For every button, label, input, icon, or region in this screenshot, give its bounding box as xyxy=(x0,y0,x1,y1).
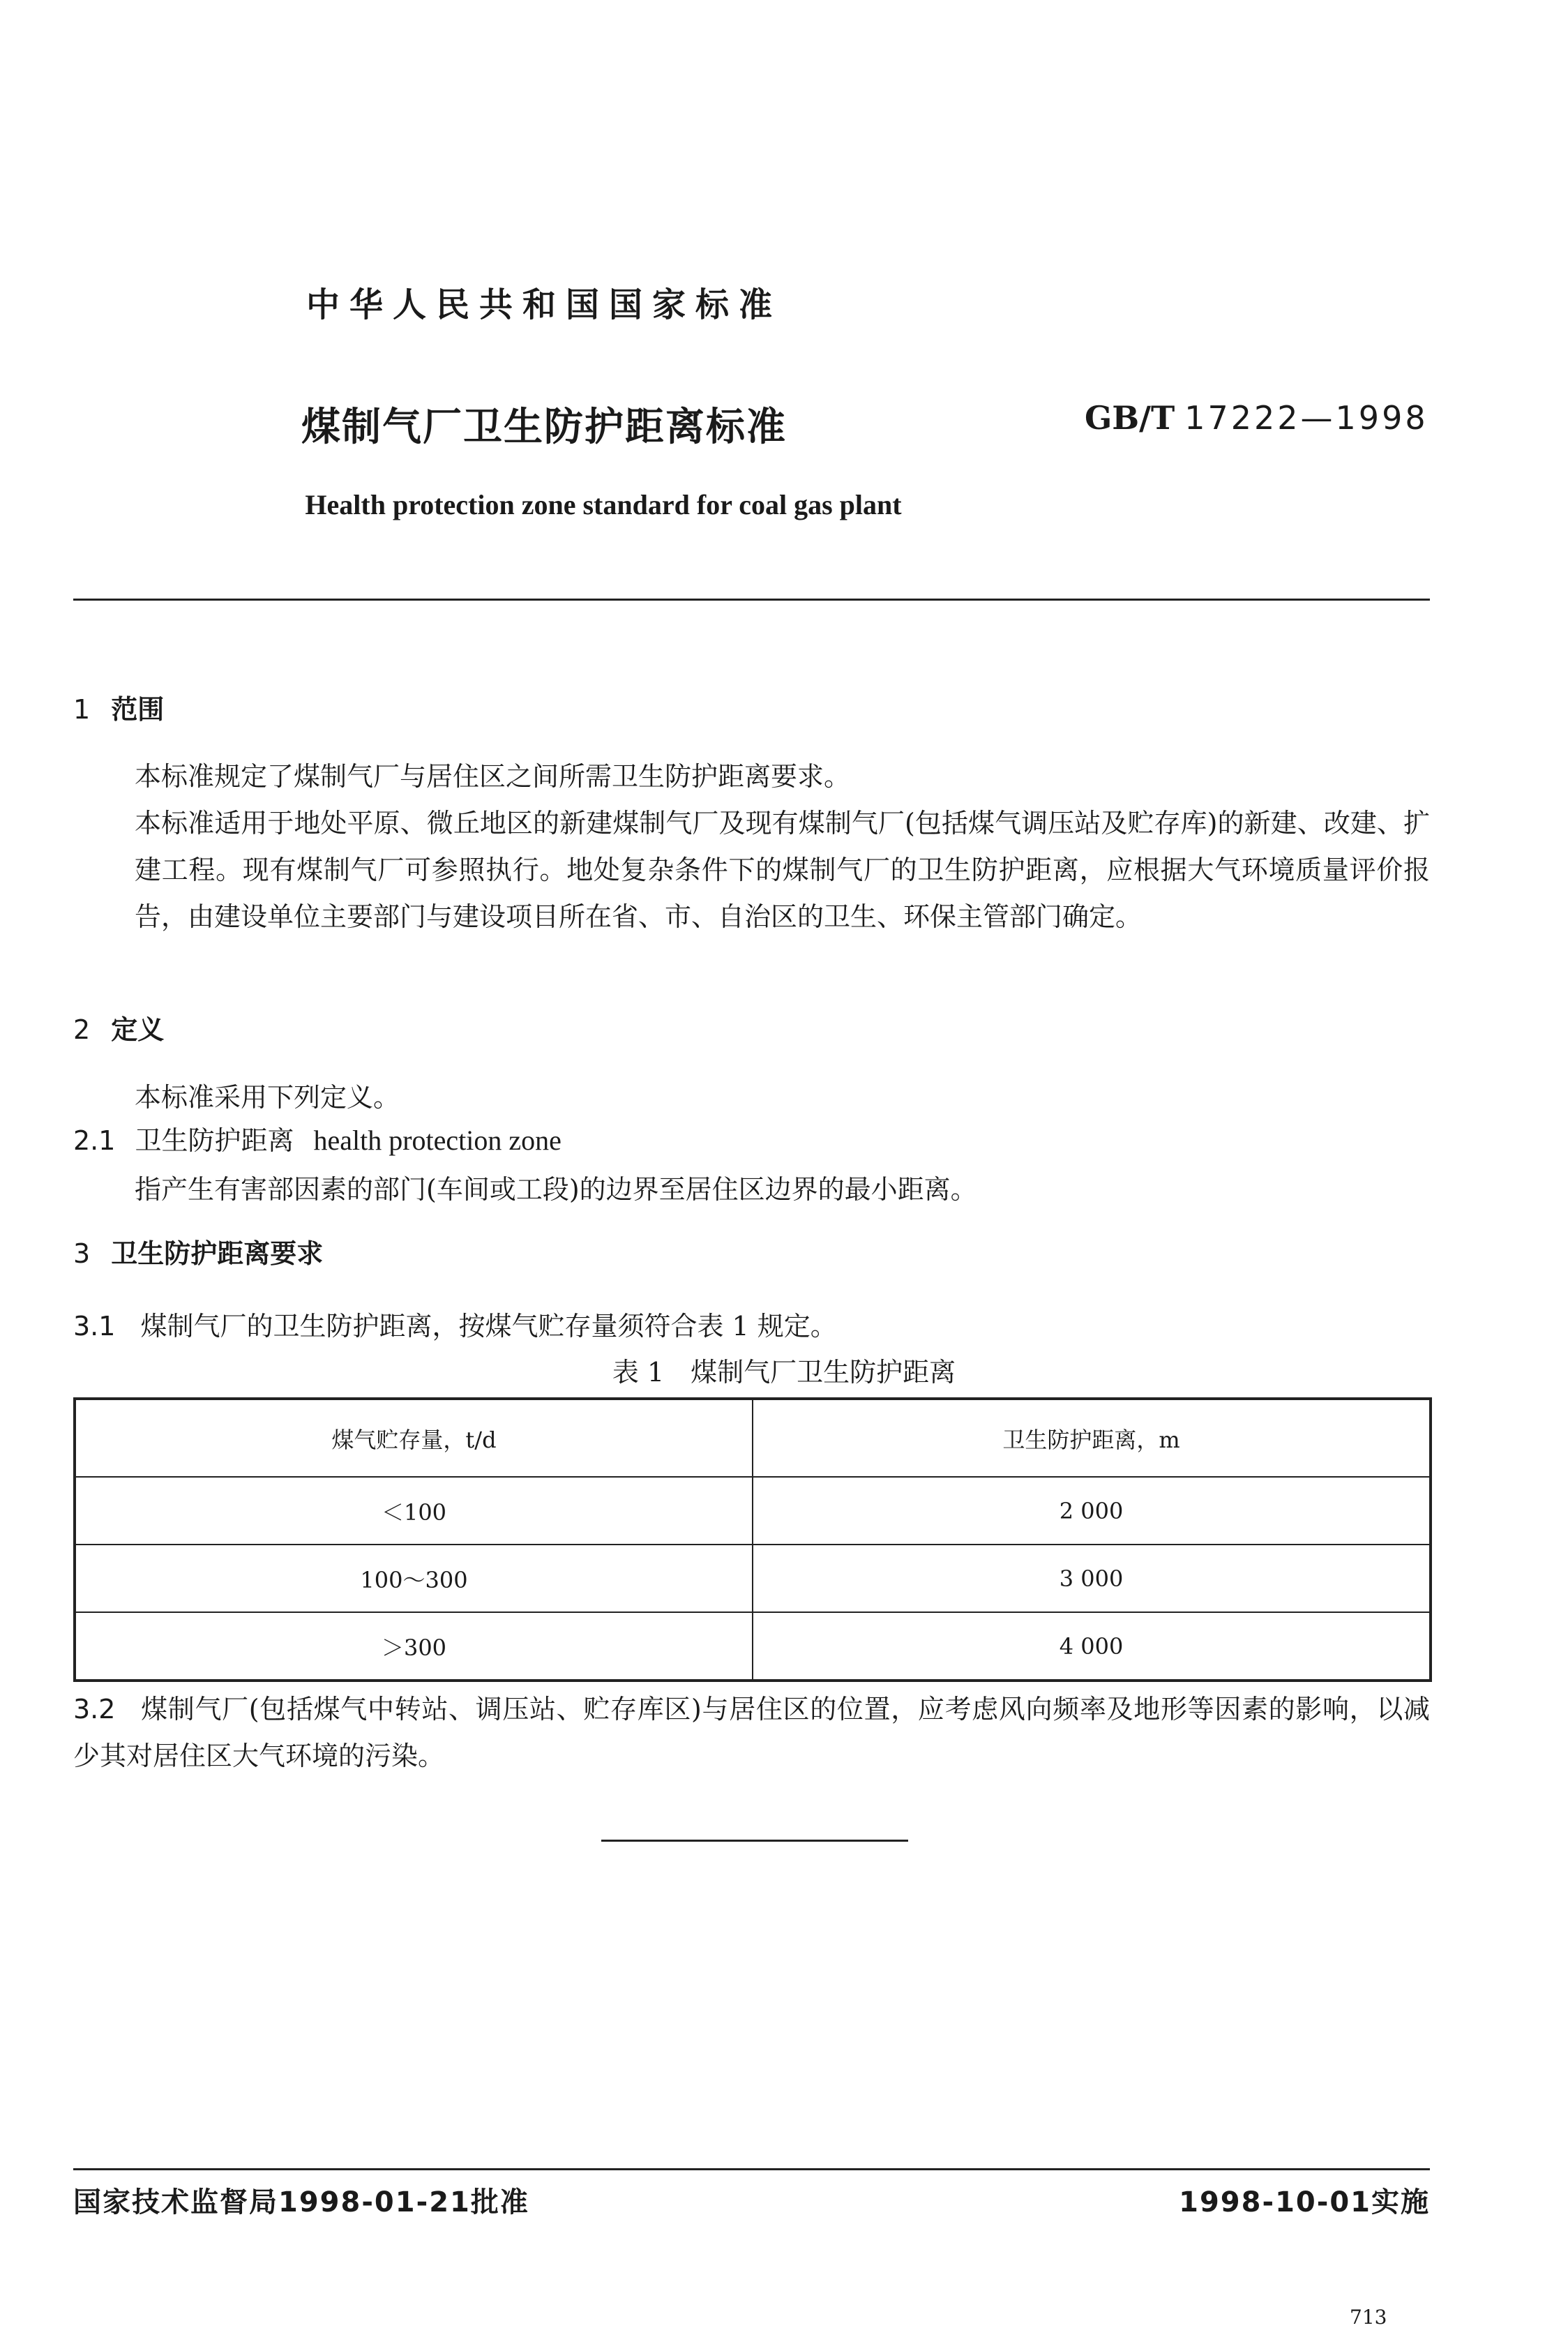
paragraph-text: 本标准规定了煤制气厂与居住区之间所需卫生防护距离要求。 xyxy=(135,761,851,792)
table-cell: ＞300 xyxy=(75,1612,753,1681)
paragraph-text: 本标准适用于地处平原、微丘地区的新建煤制气厂及现有煤制气厂(包括煤气调压站及贮存库)的新建、改建、扩建工程。现有煤制气厂可参照执行。地处复杂条件下的煤制气厂的卫生防护距离，应根据大气环境质量评价报告，由建设单位主要部门与建设项目所在省、市、自治区的卫生、环保主管部门确定。 xyxy=(135,808,1430,932)
term-en: health protection zone xyxy=(313,1125,561,1156)
term-cn: 卫生防护距离 xyxy=(135,1125,294,1156)
table-row xyxy=(75,1545,1431,1612)
section-1-para-2 xyxy=(73,800,1430,940)
table-1 xyxy=(73,1397,1432,1682)
clause-number: 2.1 xyxy=(73,1125,116,1156)
clause-number: 3.2 xyxy=(73,1694,116,1725)
clause-text: 煤制气厂的卫生防护距离，按煤气贮存量须符合表 1 规定。 xyxy=(140,1311,837,1342)
table-cell: ＜100 xyxy=(75,1477,753,1545)
table-row xyxy=(75,1477,1431,1545)
header-divider xyxy=(73,599,1430,601)
table-header-row xyxy=(75,1399,1431,1477)
paragraph-text: 指产生有害部因素的部门(车间或工段)的边界至居住区边界的最小距离。 xyxy=(135,1174,977,1205)
clause-text: 煤制气厂(包括煤气中转站、调压站、贮存库区)与居住区的位置，应考虑风向频率及地形等因素的影响，以减少其对居住区大气环境的污染。 xyxy=(73,1694,1430,1771)
clause-2-1 xyxy=(73,1119,561,1157)
document-title-en: Health protection zone standard for coal gas plant xyxy=(305,489,902,520)
section-3-heading xyxy=(73,1232,323,1270)
header-cell-storage: 煤气贮存量，t/d xyxy=(75,1399,753,1477)
page-number: 713 xyxy=(1350,2306,1387,2329)
standard-code: 17222—1998 xyxy=(1184,399,1428,437)
standard-number xyxy=(1085,399,1428,437)
clause-3-2 xyxy=(73,1686,1430,1780)
section-1-para-1 xyxy=(73,753,1430,800)
table-row xyxy=(75,1612,1431,1681)
clause-number: 3.1 xyxy=(73,1311,116,1342)
approval-date: 国家技术监督局1998-01-21批准 xyxy=(73,2186,529,2218)
implementation-date: 1998-10-01实施 xyxy=(1179,2186,1430,2218)
section-2-heading xyxy=(73,1008,164,1046)
table-1-caption: 表 1 煤制气厂卫生防护距离 xyxy=(612,1357,956,1388)
section-number: 2 xyxy=(73,1014,91,1045)
section-number: 3 xyxy=(73,1238,91,1269)
section-title: 卫生防护距离要求 xyxy=(111,1238,324,1269)
document-title-cn: 煤制气厂卫生防护距离标准 xyxy=(301,405,787,450)
table-cell: 4 000 xyxy=(753,1612,1431,1681)
section-title: 范围 xyxy=(111,694,165,725)
footer-divider xyxy=(73,2168,1430,2170)
paragraph-text: 本标准采用下列定义。 xyxy=(135,1082,400,1113)
section-1-heading xyxy=(73,688,164,726)
standard-prefix: GB/T xyxy=(1085,399,1175,437)
table-cell: 100～300 xyxy=(75,1545,753,1612)
end-divider xyxy=(601,1840,908,1842)
clause-2-1-definition xyxy=(73,1166,1430,1213)
table-cell: 2 000 xyxy=(753,1477,1431,1545)
national-standard-heading: 中华人民共和国国家标准 xyxy=(306,285,782,324)
section-number: 1 xyxy=(73,694,91,725)
header-cell-distance: 卫生防护距离，m xyxy=(753,1399,1431,1477)
section-title: 定义 xyxy=(111,1014,165,1045)
section-2-para-1 xyxy=(73,1074,1430,1121)
clause-3-1 xyxy=(73,1305,837,1343)
table-cell: 3 000 xyxy=(753,1545,1431,1612)
